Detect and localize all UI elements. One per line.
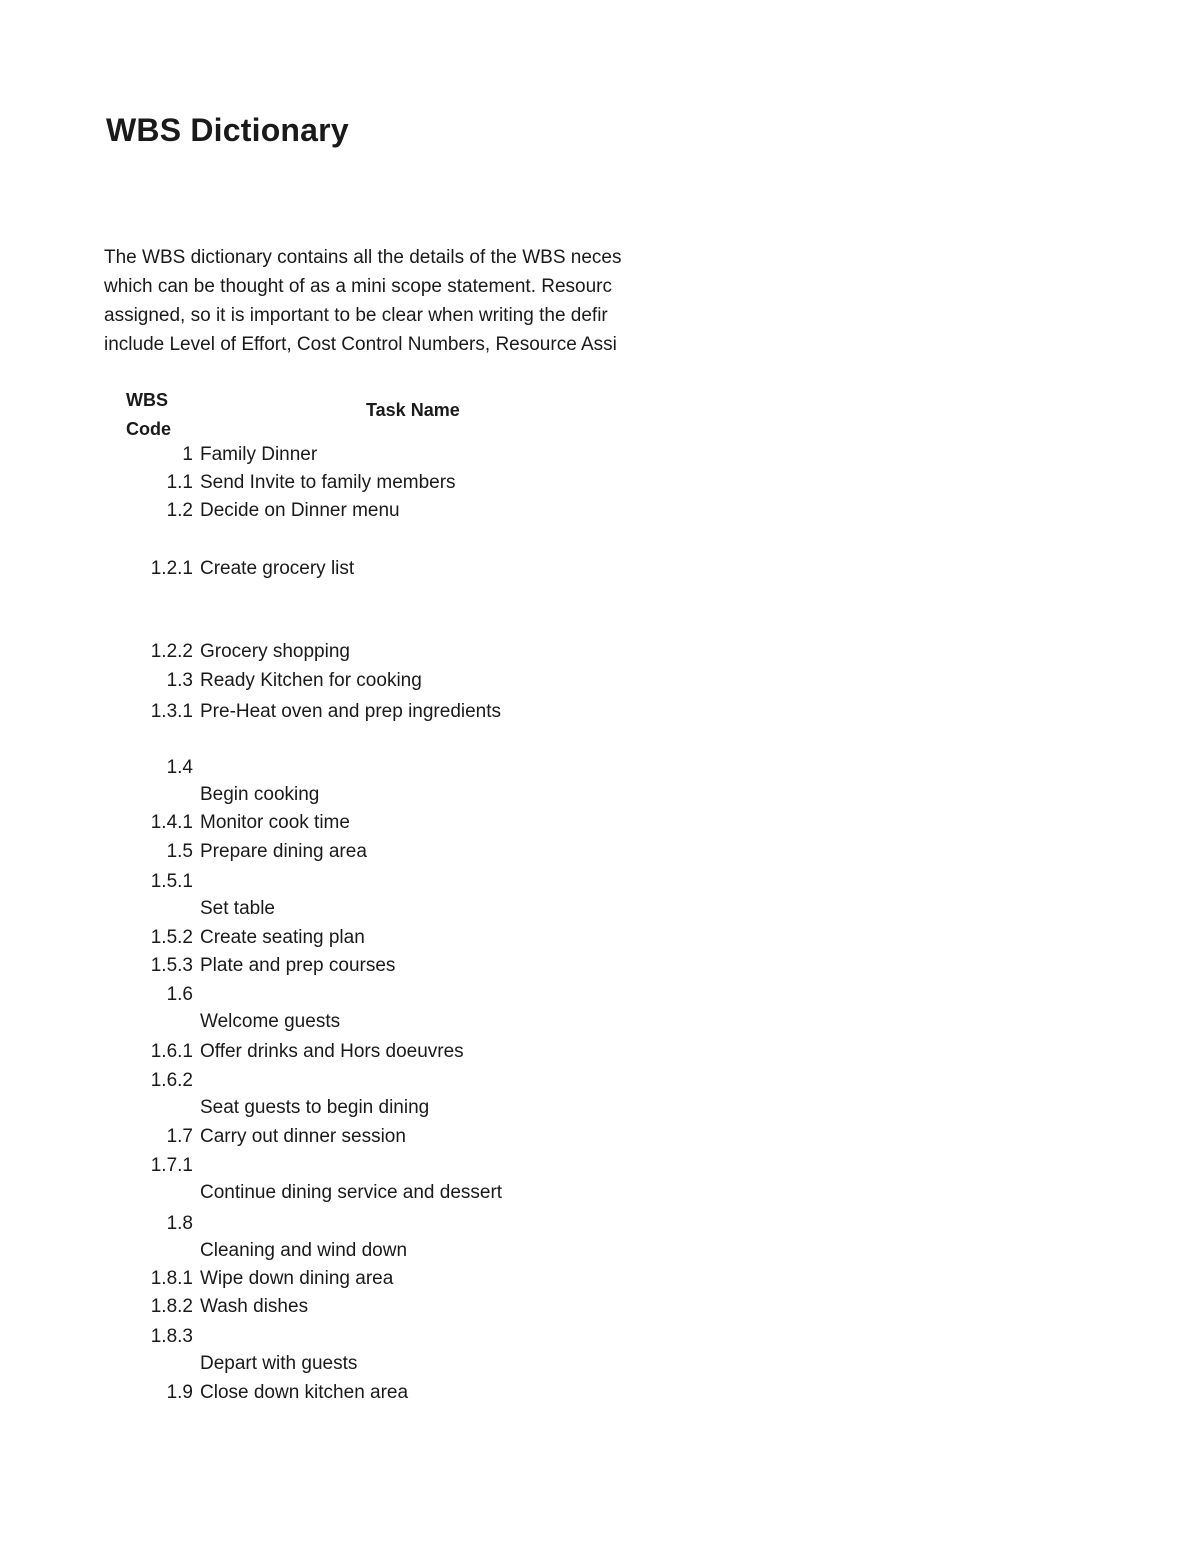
wbs-code: 1.4 bbox=[166, 757, 193, 778]
task-name: Create seating plan bbox=[200, 927, 365, 948]
wbs-code: 1.5.2 bbox=[150, 927, 193, 948]
wbs-code: 1.5 bbox=[166, 841, 193, 862]
intro-line: assigned, so it is important to be clear when writing the defir bbox=[104, 305, 608, 326]
wbs-code: 1.9 bbox=[166, 1382, 193, 1403]
task-name: Continue dining service and dessert bbox=[200, 1182, 503, 1203]
wbs-code: 1.5.1 bbox=[150, 871, 193, 892]
task-name-header: Task Name bbox=[366, 400, 460, 420]
intro-line: include Level of Effort, Cost Control Numbers, Resource Assi bbox=[104, 334, 617, 355]
wbs-code: 1.3.1 bbox=[150, 701, 193, 722]
wbs-code: 1.6.2 bbox=[150, 1070, 193, 1091]
wbs-code: 1.8.2 bbox=[150, 1296, 193, 1317]
wbs-code: 1.4.1 bbox=[150, 812, 193, 833]
page-title: WBS Dictionary bbox=[106, 112, 349, 148]
task-name: Pre-Heat oven and prep ingredients bbox=[200, 701, 502, 722]
task-name: Close down kitchen area bbox=[200, 1382, 409, 1403]
task-name: Wash dishes bbox=[200, 1296, 309, 1317]
task-name: Set table bbox=[200, 898, 275, 919]
task-name: Begin cooking bbox=[200, 784, 320, 805]
wbs-code-header-line2: Code bbox=[126, 419, 171, 439]
wbs-code: 1.6.1 bbox=[150, 1041, 193, 1062]
wbs-code: 1.7.1 bbox=[150, 1155, 193, 1176]
task-name: Carry out dinner session bbox=[200, 1126, 406, 1147]
wbs-code: 1.2 bbox=[166, 500, 193, 521]
wbs-code: 1.8 bbox=[166, 1213, 193, 1234]
task-name: Depart with guests bbox=[200, 1353, 358, 1374]
task-name: Family Dinner bbox=[200, 444, 318, 465]
wbs-code: 1.1 bbox=[166, 472, 193, 493]
intro-paragraph bbox=[104, 243, 637, 359]
task-name: Grocery shopping bbox=[200, 641, 350, 662]
task-name: Welcome guests bbox=[200, 1011, 341, 1032]
wbs-code: 1.3 bbox=[166, 670, 193, 691]
task-name: Offer drinks and Hors doeuvres bbox=[200, 1041, 464, 1062]
task-name: Prepare dining area bbox=[200, 841, 367, 862]
wbs-code-header-line1: WBS bbox=[126, 390, 168, 410]
wbs-code: 1.8.1 bbox=[150, 1268, 193, 1289]
task-name: Wipe down dining area bbox=[200, 1268, 394, 1289]
task-name: Decide on Dinner menu bbox=[200, 500, 400, 521]
task-name: Plate and prep courses bbox=[200, 955, 396, 976]
wbs-code: 1 bbox=[182, 444, 193, 465]
task-name: Seat guests to begin dining bbox=[200, 1097, 430, 1118]
intro-line: The WBS dictionary contains all the details of the WBS neces bbox=[104, 247, 622, 268]
intro-line: which can be thought of as a mini scope statement. Resourc bbox=[104, 276, 612, 297]
wbs-code: 1.8.3 bbox=[150, 1326, 193, 1347]
task-name: Create grocery list bbox=[200, 558, 355, 579]
wbs-code: 1.6 bbox=[166, 984, 193, 1005]
wbs-code: 1.2.2 bbox=[150, 641, 193, 662]
task-name: Monitor cook time bbox=[200, 812, 350, 833]
wbs-code: 1.2.1 bbox=[150, 558, 193, 579]
task-name: Cleaning and wind down bbox=[200, 1240, 408, 1261]
wbs-code: 1.5.3 bbox=[150, 955, 193, 976]
task-name: Send Invite to family members bbox=[200, 472, 456, 493]
wbs-code: 1.7 bbox=[166, 1126, 193, 1147]
wbs-code-header bbox=[126, 386, 171, 444]
task-name: Ready Kitchen for cooking bbox=[200, 670, 422, 691]
